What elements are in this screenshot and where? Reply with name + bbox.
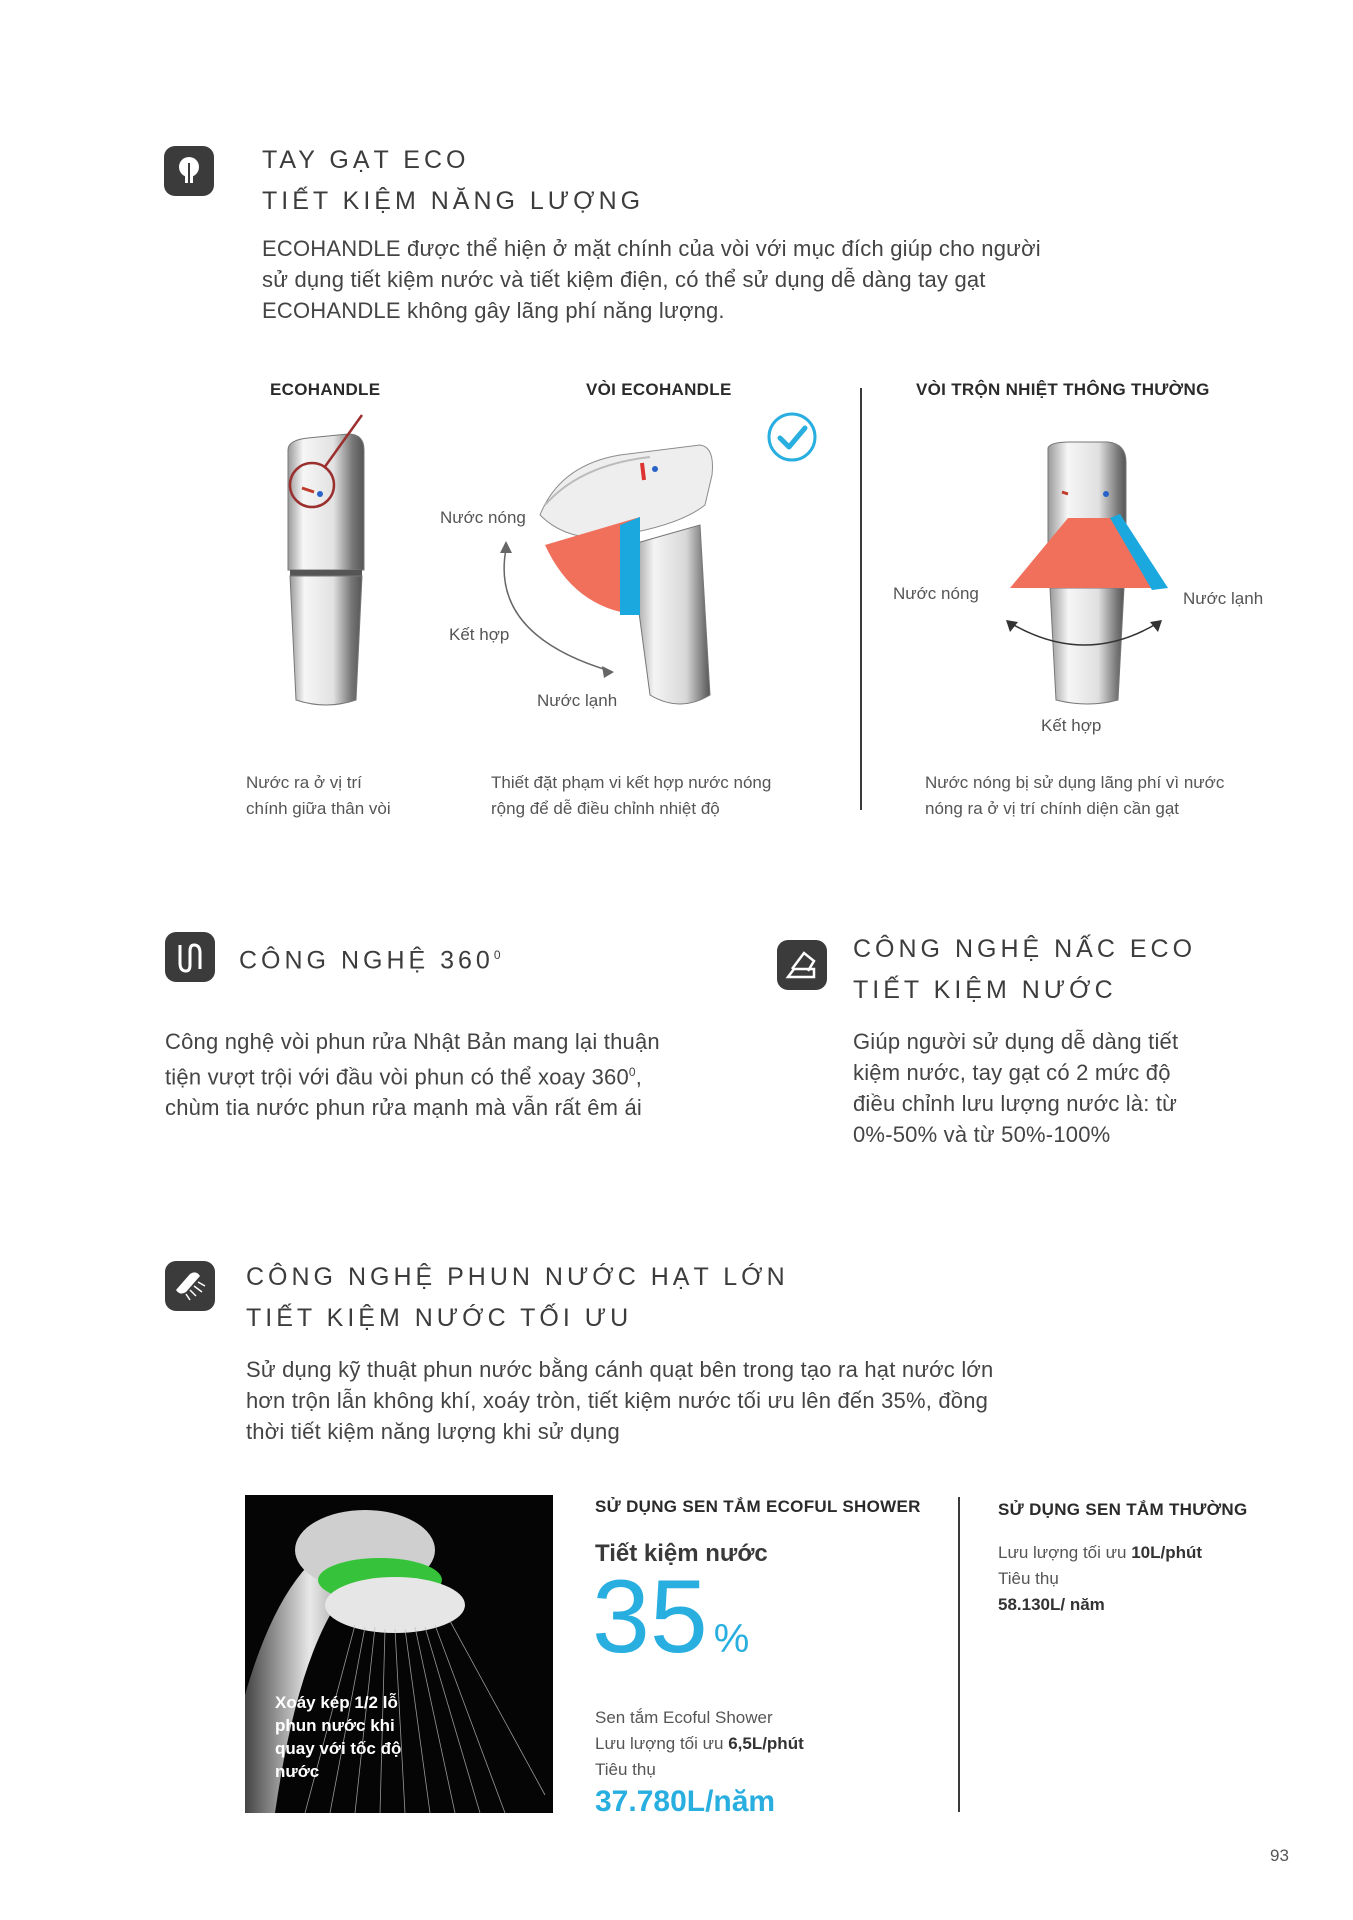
big-drop-body — [246, 1354, 993, 1447]
ecoful-saving-label: Tiết kiệm nước — [595, 1540, 768, 1567]
voi-ecohandle-heading: VÒI ECOHANDLE — [586, 380, 732, 399]
normal-consumption-value: 58.130L/ năm — [998, 1595, 1105, 1614]
tech360-body-line1: Công nghệ vòi phun rửa Nhật Bản mang lại thuận — [165, 1029, 660, 1054]
tech360-title — [239, 935, 501, 981]
shower-photo-caption — [275, 1691, 401, 1783]
press-button-icon — [777, 940, 827, 990]
shower-photo-caption-line1: Xoáy kép 1/2 lỗ — [275, 1693, 398, 1712]
ecoful-details — [595, 1705, 804, 1783]
page-number: 93 — [1270, 1846, 1289, 1865]
ecoful-name: Sen tắm Ecoful Shower — [595, 1708, 773, 1727]
voi-tron-nhiet-hot-label: Nước nóng — [893, 584, 979, 603]
tech360-body-line2-b: , — [635, 1064, 643, 1090]
ecoful-flow-value: 6,5L/phút — [728, 1734, 804, 1753]
voi-ecohandle-caption — [491, 770, 771, 822]
ecoful-consumption-label: Tiêu thụ — [595, 1760, 656, 1779]
eco-press-title-line1: CÔNG NGHỆ NẤC ECO — [853, 935, 1197, 963]
ecohandle-heading: ECOHANDLE — [270, 380, 381, 399]
ecoful-saving-number: 35 — [592, 1559, 708, 1675]
tech360-body-line2 — [165, 1057, 660, 1092]
eco-press-body-line1: Giúp người sử dụng dễ dàng tiết — [853, 1029, 1179, 1054]
voi-tron-nhiet-arc-arrow — [1000, 610, 1170, 660]
normal-details — [998, 1540, 1202, 1618]
eco-handle-title-line2: TIẾT KIỆM NĂNG LƯỢNG — [262, 187, 645, 215]
normal-heading: SỬ DỤNG SEN TẮM THƯỜNG — [998, 1500, 1248, 1519]
ecohandle-faucet-illustration — [268, 410, 378, 710]
voi-ecohandle-cold-label: Nước lạnh — [537, 691, 618, 710]
voi-tron-nhiet-illustration — [1000, 438, 1180, 708]
u-pipe-icon — [165, 932, 215, 982]
eco-handle-body-line3: ECOHANDLE không gây lãng phí năng lượng. — [262, 298, 725, 323]
voi-tron-nhiet-heading: VÒI TRỘN NHIỆT THÔNG THƯỜNG — [916, 380, 1210, 399]
eco-press-body-line2: kiệm nước, tay gạt có 2 mức độ — [853, 1060, 1171, 1085]
ecohandle-caption — [246, 770, 391, 822]
tech360-title-text: CÔNG NGHỆ 360 — [239, 946, 494, 975]
voi-ecohandle-mix-label: Kết hợp — [449, 625, 510, 644]
ecoful-flow-label: Lưu lượng tối ưu — [595, 1734, 729, 1753]
shower-photo-caption-line2: phun nước khi — [275, 1716, 395, 1735]
tech360-body-line2-sup: 0 — [628, 1065, 636, 1079]
normal-flow-value: 10L/phút — [1131, 1543, 1203, 1562]
normal-flow-label: Lưu lượng tối ưu — [998, 1543, 1132, 1562]
ecohandle-caption-line2: chính giữa thân vòi — [246, 799, 391, 818]
shower-photo — [245, 1495, 553, 1813]
eco-handle-body — [262, 233, 1041, 326]
eco-handle-title-line1: TAY GẠT ECO — [262, 146, 470, 174]
ecoful-saving-value — [592, 1559, 750, 1698]
eco-handle-title — [262, 140, 644, 222]
shower-head-icon — [165, 1261, 215, 1311]
column-divider — [860, 388, 862, 810]
voi-tron-nhiet-cold-label: Nước lạnh — [1183, 589, 1264, 608]
normal-consumption-label: Tiêu thụ — [998, 1569, 1059, 1588]
shower-photo-caption-line3: quay với tốc độ — [275, 1739, 402, 1758]
eco-press-title — [853, 929, 1196, 1011]
ecoful-heading: SỬ DỤNG SEN TẮM ECOFUL SHOWER — [595, 1497, 921, 1516]
tech360-body-line3: chùm tia nước phun rửa mạnh mà vẫn rất êm ái — [165, 1095, 642, 1121]
voi-ecohandle-hot-label: Nước nóng — [440, 508, 526, 527]
voi-tron-nhiet-mix-label: Kết hợp — [1041, 716, 1102, 735]
voi-ecohandle-arc-arrow — [490, 535, 630, 685]
bulb-icon — [164, 146, 214, 196]
big-drop-title — [246, 1257, 789, 1339]
tech360-body — [165, 1026, 660, 1123]
eco-press-body — [853, 1026, 1178, 1150]
voi-ecohandle-caption-line1: Thiết đặt phạm vi kết hợp nước nóng — [491, 773, 772, 792]
ecoful-saving-unit: % — [713, 1617, 750, 1661]
ecoful-consumption-value: 37.780L/năm — [595, 1785, 776, 1818]
shower-divider — [958, 1497, 960, 1812]
big-drop-body-line3: thời tiết kiệm năng lượng khi sử dụng — [246, 1419, 620, 1444]
check-circle-icon — [766, 411, 818, 463]
eco-handle-body-line1: ECOHANDLE được thể hiện ở mặt chính của vòi với mục đích giúp cho người — [262, 236, 1041, 261]
eco-press-title-line2: TIẾT KIỆM NƯỚC — [853, 976, 1117, 1004]
eco-press-body-line3: điều chỉnh lưu lượng nước là: từ — [853, 1091, 1178, 1116]
shower-photo-caption-line4: nước — [275, 1762, 320, 1781]
eco-handle-body-line2: sử dụng tiết kiệm nước và tiết kiệm điện, có thể sử dụng dễ dàng tay gạt — [262, 267, 986, 292]
big-drop-title-line2: TIẾT KIỆM NƯỚC TỐI ƯU — [246, 1304, 633, 1332]
ecohandle-caption-line1: Nước ra ở vị trí — [246, 773, 362, 792]
big-drop-body-line1: Sử dụng kỹ thuật phun nước bằng cánh quạt bên trong tạo ra hạt nước lớn — [246, 1357, 994, 1382]
big-drop-title-line1: CÔNG NGHỆ PHUN NƯỚC HẠT LỚN — [246, 1263, 789, 1291]
tech360-body-line2-a: tiện vượt trội với đầu vòi phun có thể xoay 360 — [165, 1064, 629, 1090]
normal-flow — [998, 1540, 1202, 1566]
voi-tron-nhiet-caption — [925, 770, 1224, 822]
voi-tron-nhiet-caption-line2: nóng ra ở vị trí chính diện cần gạt — [925, 799, 1180, 818]
voi-tron-nhiet-caption-line1: Nước nóng bị sử dụng lãng phí vì nước — [925, 773, 1225, 792]
ecoful-flow — [595, 1731, 804, 1757]
big-drop-body-line2: hơn trộn lẫn không khí, xoáy tròn, tiết kiệm nước tối ưu lên đến 35%, đồng — [246, 1388, 989, 1413]
eco-press-body-line4: 0%-50% và từ 50%-100% — [853, 1122, 1111, 1147]
tech360-title-sup: 0 — [493, 948, 501, 962]
voi-ecohandle-caption-line2: rộng để dễ điều chỉnh nhiệt độ — [491, 799, 720, 818]
